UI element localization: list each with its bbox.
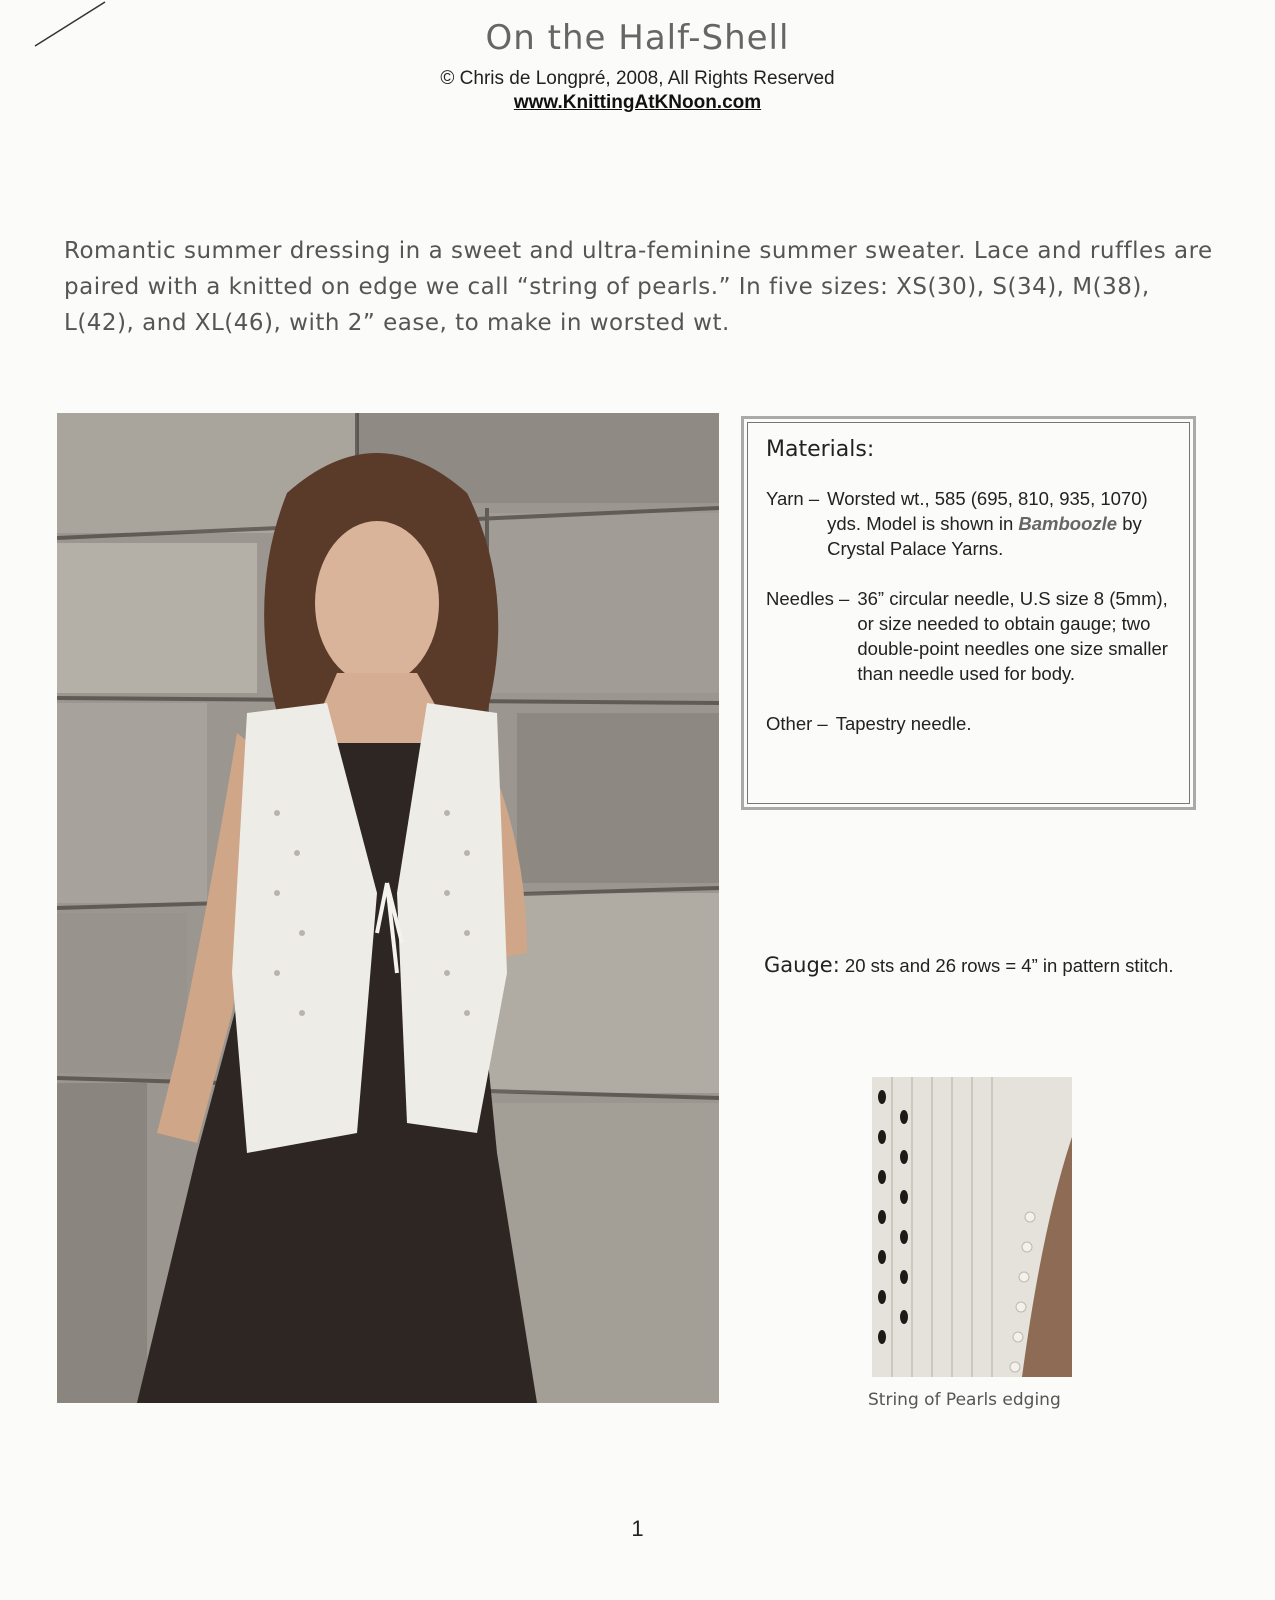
edging-photo xyxy=(872,1077,1072,1377)
pattern-title: On the Half-Shell xyxy=(485,18,790,58)
needles-text: 36” circular needle, U.S size 8 (5mm), or size needed to obtain gauge; two double-point needles one size smaller than needle used for body. xyxy=(857,588,1168,684)
model-photo xyxy=(57,413,719,1403)
edging-photo-illustration xyxy=(872,1077,1072,1377)
page-header xyxy=(0,18,1275,114)
model-photo-illustration xyxy=(57,413,719,1403)
yarn-row xyxy=(766,486,1171,561)
other-label: Other – xyxy=(766,713,828,734)
yarn-text-b: by Crystal Palace Yarns. xyxy=(827,513,1142,559)
website-link[interactable]: www.KnittingAtKNoon.com xyxy=(513,92,762,113)
materials-heading: Materials: xyxy=(766,437,875,462)
yarn-text-a: Worsted wt., 585 (695, 810, 935, 1070) yds. Model is shown in xyxy=(827,488,1148,534)
other-row xyxy=(766,711,1171,736)
copyright-line: © Chris de Longpré, 2008, All Rights Reserved xyxy=(440,68,835,89)
intro-paragraph: Romantic summer dressing in a sweet and ultra-feminine summer sweater. Lace and ruffles are paired with a knitted on edge we call “string of pearls.” In five sizes: XS(30), S(34), M(38), L(42), and XL(46), with 2” ease, to make in worsted wt. xyxy=(64,238,1213,336)
yarn-text xyxy=(827,486,1171,561)
page-number: 1 xyxy=(631,1516,644,1541)
gauge-text: 20 sts and 26 rows = 4” in pattern stitch. xyxy=(844,955,1174,976)
needles-row xyxy=(766,586,1171,686)
needles-label: Needles – xyxy=(766,588,850,609)
other-text: Tapestry needle. xyxy=(835,713,972,734)
gauge-label: Gauge: xyxy=(764,953,840,977)
edging-caption: String of Pearls edging xyxy=(868,1390,1061,1410)
materials-box xyxy=(741,416,1196,810)
gauge-section xyxy=(764,952,1204,979)
yarn-brand: Bamboozle xyxy=(1018,513,1118,534)
yarn-label: Yarn – xyxy=(766,488,820,509)
